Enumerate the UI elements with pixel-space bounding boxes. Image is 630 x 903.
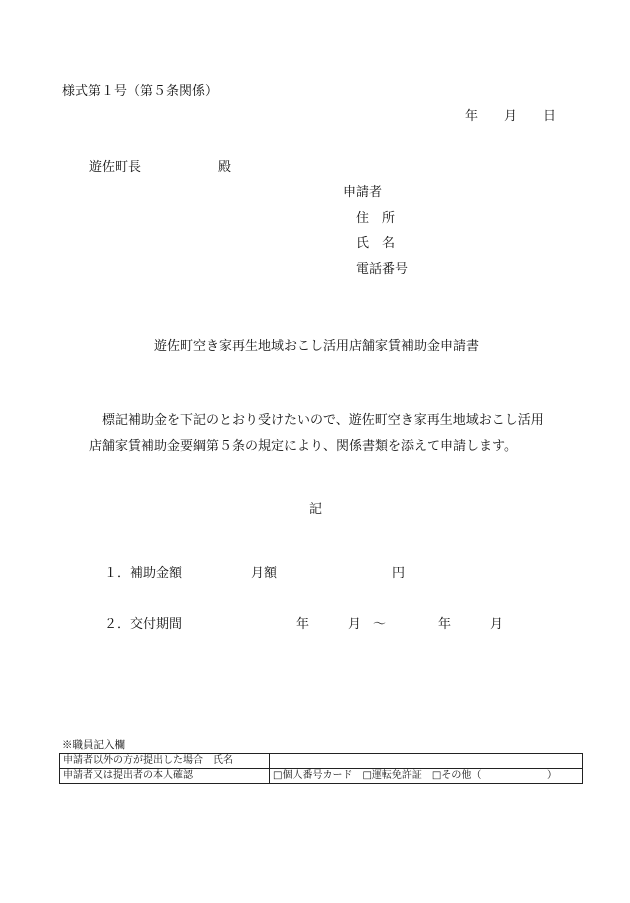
date-day: 日 [543,109,557,124]
item2-year-start: 年 [296,617,310,632]
item2-month-start: 月 [348,617,362,632]
applicant-label: 申請者 [343,185,383,200]
honorific: 殿 [218,160,232,175]
checkbox-other[interactable]: □その他（ [431,770,482,781]
staff-row2-label: 申請者又は提出者の本人確認 [60,769,270,784]
checkbox-my-number-card[interactable]: □個人番号カード [273,770,353,781]
item2-year-end: 年 [438,617,452,632]
document-title: 遊佐町空き家再生地域おこし活用店舗家賃補助金申請書 [154,339,480,354]
name-label: 氏 名 [356,236,396,251]
item2-month-end: 月 [490,617,504,632]
checkbox-drivers-license[interactable]: □運転免許証 [362,770,422,781]
table-row [60,754,583,769]
address-label: 住 所 [356,211,396,226]
other-close-paren: ） [547,770,557,781]
form-number: 様式第１号（第５条関係） [62,84,219,99]
item2-tilde: ～ [373,617,387,632]
staff-row1-label: 申請者以外の方が提出した場合 氏名 [60,754,270,769]
staff-row2-options [270,769,583,784]
addressee: 遊佐町長 [89,160,142,175]
item1-yen: 円 [392,566,406,581]
item1-monthly: 月額 [251,566,278,581]
date-month: 月 [504,109,518,124]
body-line-1: 標記補助金を下記のとおり受けたいので、遊佐町空き家再生地域おこし活用 [102,413,544,428]
item2-label: ２．交付期間 [104,617,183,632]
item1-label: １．補助金額 [104,566,183,581]
ki-marker: 記 [309,502,323,517]
staff-table [59,753,583,784]
table-row [60,769,583,784]
body-line-2: 店舗家賃補助金要綱第５条の規定により、関係書類を添えて申請します。 [89,439,517,454]
staff-heading: ※職員記入欄 [62,739,125,751]
phone-label: 電話番号 [356,262,409,277]
date-year: 年 [465,109,479,124]
staff-row1-value[interactable] [270,754,583,769]
